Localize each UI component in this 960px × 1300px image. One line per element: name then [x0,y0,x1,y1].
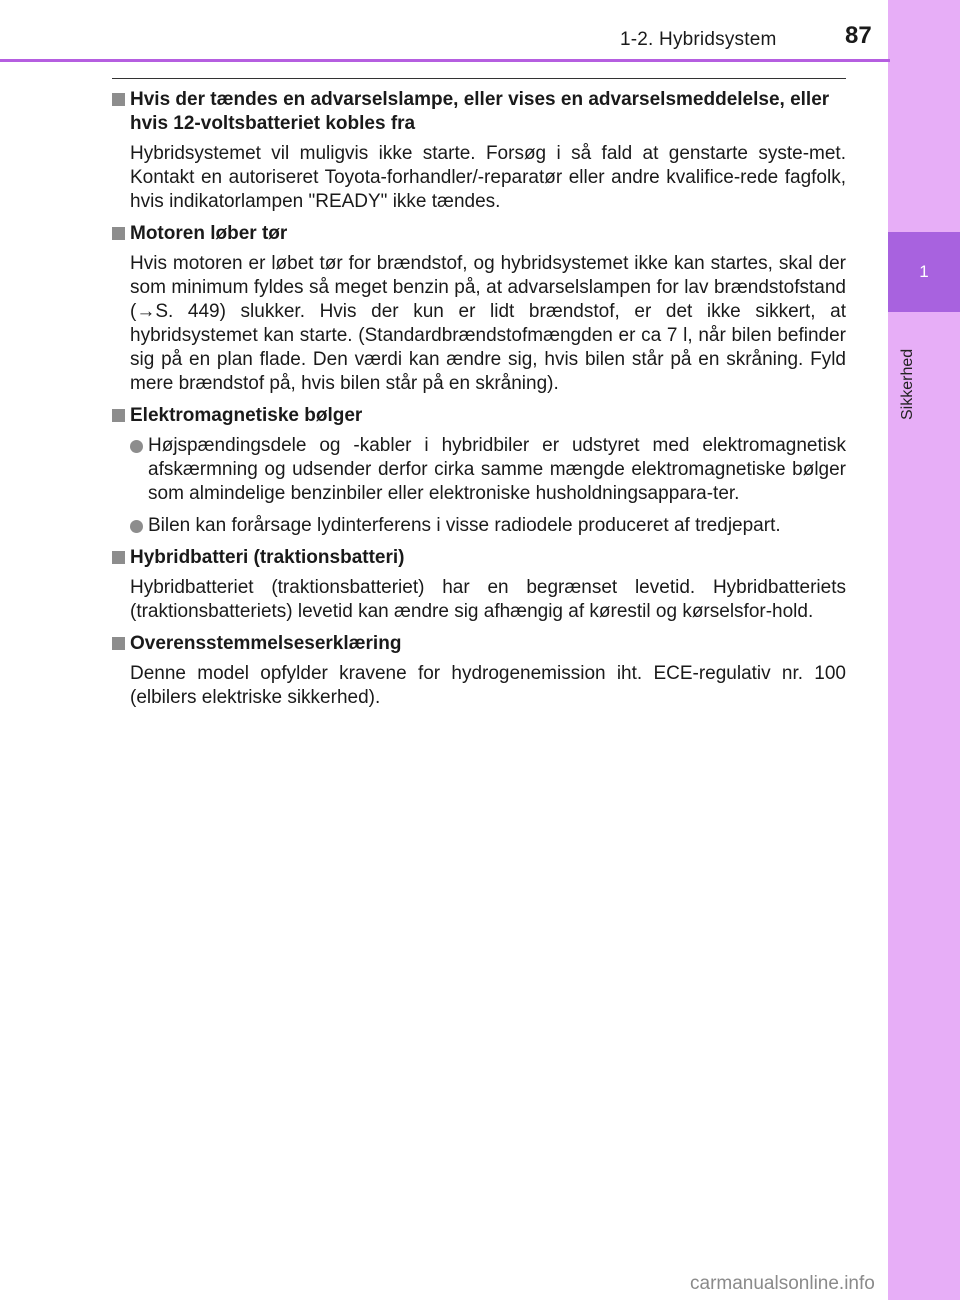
list-item: Bilen kan forårsage lydinterferens i visse radiodele produceret af tredjepart. [112,514,846,538]
section-text: Hybridbatteriet (traktionsbatteriet) har en begrænset levetid. Hybridbatteriets (traktionsbatteriets) levetid kan ændre sig afhængig af kørestil og kørselsfor-hold. [130,577,846,622]
section-text: Hvis motoren er løbet tør for brændstof, og hybridsystemet ikke kan startes, skal der som minimum fyldes så meget benzin på, at advarselslampen for lav brændstofstand (→S. 449) slukker. Hvis der kun er lidt brændstof, er det ikke sikkert, at hybridsystemet kan starte. (Standardbrændstofmængden er ca 7 l, når bilen befinder sig på en plan flade. Den værdi kan ændre sig, hvis bilen står på en skråning. Fyld mere brændstof på, hvis bilen står på en skråning). [130,253,846,394]
section-heading: Elektromagnetiske bølger [112,404,846,428]
section-hybrid-battery [112,546,846,624]
list-item: Højspændingsdele og -kabler i hybridbiler er udstyret med elektromagnetisk afskærmning og udsender derfor cirka samme mængde elektromagnetiske bølger som almindelige benzinbiler eller elektroniske husholdningsappara-ter. [112,434,846,506]
section-heading: Overensstemmelseserklæring [112,632,846,656]
circle-bullet-icon [130,520,143,533]
section-heading: Motoren løber tør [112,222,846,246]
page-content [112,88,846,718]
watermark: carmanualsonline.info [690,1273,875,1294]
content-top-rule [112,78,846,79]
section-electromagnetic-waves [112,404,846,538]
square-bullet-icon [112,637,125,650]
square-bullet-icon [112,409,125,422]
section-heading: Hybridbatteri (traktionsbatteri) [112,546,846,570]
section-out-of-fuel [112,222,846,396]
circle-bullet-icon [130,440,143,453]
section-warning-lamp [112,88,846,214]
section-title: 1-2. Hybridsystem [620,29,777,50]
square-bullet-icon [112,551,125,564]
section-heading: Hvis der tændes en advarselslampe, eller vises en advarselsmeddelelse, eller hvis 12-voltsbatteriet kobles fra [112,88,846,136]
section-text: Hybridsystemet vil muligvis ikke starte. Forsøg i så fald at genstarte syste-met. Kontakt en autoriseret Toyota-forhandler/-reparatør eller andre kvalifice-rede fagfolk, hvis indikatorlampen "READY" ikke tændes. [130,143,846,212]
chapter-label: Sikkerhed [899,348,916,420]
page-number: 87 [845,22,872,49]
square-bullet-icon [112,227,125,240]
square-bullet-icon [112,93,125,106]
side-tab [888,0,960,1300]
section-text: Denne model opfylder kravene for hydrogenemission iht. ECE-regulativ nr. 100 (elbilers elektriske sikkerhed). [130,663,846,708]
header-divider [0,59,890,62]
chapter-number-tab[interactable]: 1 [888,232,960,312]
section-declaration-of-conformity [112,632,846,710]
